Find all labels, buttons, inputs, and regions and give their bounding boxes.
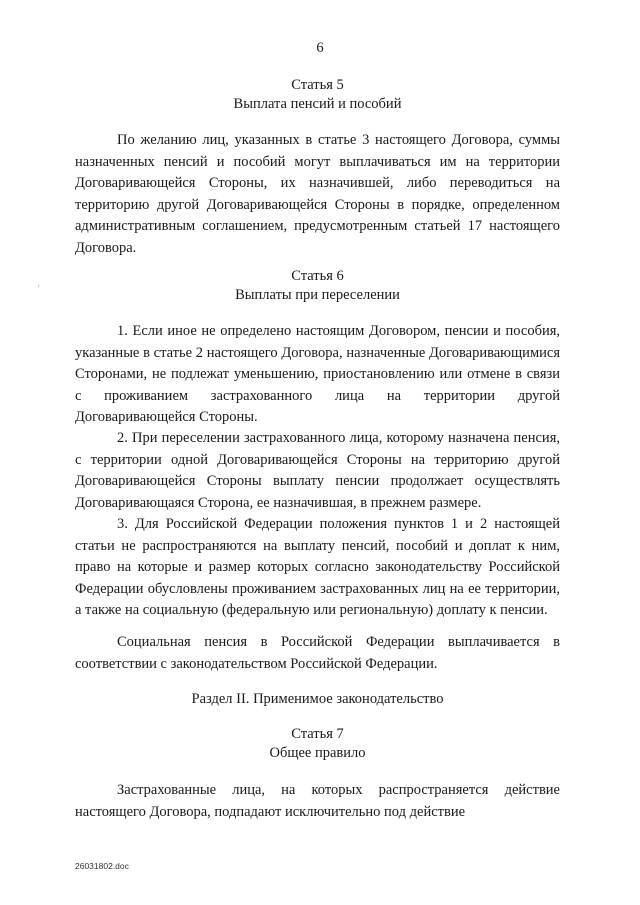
article-6-title: Статья 6 bbox=[291, 268, 344, 284]
article-6-subtitle: Выплаты при переселении bbox=[235, 287, 400, 303]
scan-mark bbox=[38, 284, 39, 287]
article-6-paragraph-2: 2. При переселении застрахованного лица, которому назначена пенсия, с территории одной Договаривающейся Стороны на территорию другой Договаривающейся Стороны выплату пенсии продолжает осуществлять Договаривающаяся Сторона, ее назначившая, в прежнем размере. bbox=[75, 430, 560, 511]
footer-filename: 26031802.doc bbox=[75, 861, 129, 871]
article-6-paragraph-4: Социальная пенсия в Российской Федерации выплачивается в соответствии с законодательством Российской Федерации. bbox=[75, 634, 560, 672]
article-5-subtitle: Выплата пенсий и пособий bbox=[233, 96, 402, 112]
article-6-heading bbox=[75, 267, 560, 305]
section-2-title: Раздел II. Применимое законодательство bbox=[191, 691, 444, 707]
page-number: 6 bbox=[316, 40, 324, 56]
article-7-paragraph: Застрахованные лица, на которых распространяется действие настоящего Договора, подпадают исключительно под действие bbox=[75, 782, 560, 820]
article-5-heading bbox=[75, 76, 560, 114]
article-7-heading bbox=[75, 725, 560, 763]
article-7-subtitle: Общее правило bbox=[269, 745, 366, 761]
article-5-title: Статья 5 bbox=[291, 77, 344, 93]
article-7-title: Статья 7 bbox=[291, 726, 344, 742]
article-5-paragraph: По желанию лиц, указанных в статье 3 настоящего Договора, суммы назначенных пенсий и пособий могут выплачиваться им на территории Договаривающейся Стороны, их назначившей, либо переводиться на территорию другой Договаривающейся Стороны в порядке, определенном административным соглашением, предусмотренным статьей 17 настоящего Договора. bbox=[75, 132, 560, 256]
article-6-paragraph-3: 3. Для Российской Федерации положения пунктов 1 и 2 настоящей статьи не распространяются на выплату пенсий, пособий и доплат к ним, право на которые и размер которых согласно законодательству Российской Федерации обусловлены проживанием застрахованных лиц на ее территории, а также на социальную (федеральную или региональную) доплату к пенсии. bbox=[75, 516, 560, 618]
article-6-paragraph-1: 1. Если иное не определено настоящим Договором, пенсии и пособия, указанные в статье 2 настоящего Договора, назначенные Договаривающимися Сторонами, не подлежат уменьшению, приостановлению или отмене в связи с проживанием застрахованного лица на территории другой Договаривающейся Стороны. bbox=[75, 323, 560, 425]
